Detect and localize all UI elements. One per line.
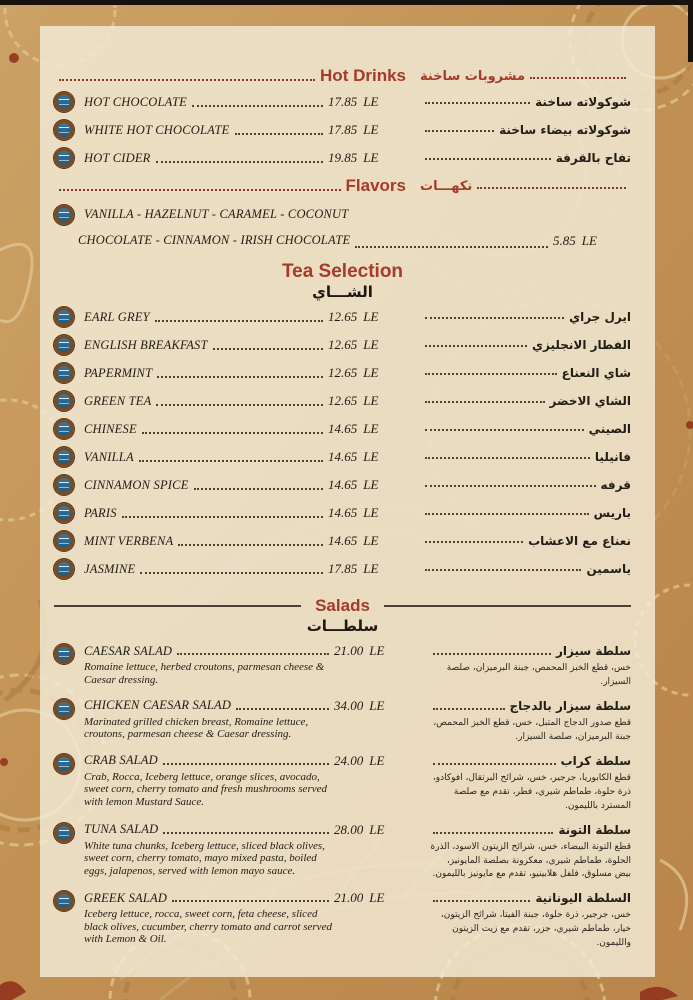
brand-badge-icon: [54, 391, 74, 411]
salad-item-list: [54, 642, 631, 951]
dotted-leader: [163, 763, 329, 765]
dotted-leader: [122, 516, 323, 518]
dotted-leader: [425, 569, 581, 571]
item-description-ar: قطع صدور الدجاج المتبل، خس، قطع الخبز المحمص، جبنة البرميزان، صلصة السيزار.: [433, 717, 631, 742]
dotted-leader: [425, 317, 564, 319]
item-name-ar: سلطة كراب: [560, 753, 631, 768]
dotted-leader: [425, 429, 584, 431]
brand-badge-icon: [54, 823, 74, 843]
item-price: [328, 505, 406, 521]
dotted-leader: [236, 708, 329, 710]
hot-drinks-item-list: [54, 88, 631, 172]
item-left-group: [54, 391, 406, 411]
item-left-group: [54, 447, 406, 467]
item-right-group: [420, 534, 631, 548]
dotted-leader: [194, 488, 323, 490]
item-price: [328, 477, 406, 493]
price-currency: LE: [363, 533, 379, 548]
flavors-list-text: VANILLA - HAZELNUT - CARAMEL - COCONUT: [84, 207, 349, 221]
item-description-en: White tuna chunks, Iceberg lettuce, sliced black olives, sweet corn, cherry tomato, mayo mixed pasta, boiled eggs, jalapenos, served with lemon mayo sauce.: [84, 839, 325, 877]
salad-right-group: [428, 889, 631, 951]
item-right-group: [420, 95, 631, 109]
dotted-leader: [235, 133, 324, 135]
item-left-group: [54, 335, 406, 355]
dotted-leader: [425, 485, 596, 487]
item-left-group: [54, 148, 406, 168]
menu-item-row: [54, 471, 631, 499]
section-title-en: Tea Selection: [281, 261, 404, 282]
dotted-leader: [163, 832, 329, 834]
item-price: [553, 233, 631, 249]
item-description-en: Crab, Rocca, Iceberg lettuce, orange slices, avocado, sweet corn, cherry tomato and fresh mushrooms served with lemon Mustard Sauce.: [84, 770, 327, 808]
dotted-leader: [433, 763, 556, 765]
item-price: [334, 822, 412, 838]
price-value: 14.65: [328, 449, 358, 464]
price-value: 14.65: [328, 421, 358, 436]
item-name-en: JASMINE: [84, 561, 136, 576]
price-value: 14.65: [328, 533, 358, 548]
item-price: [328, 365, 406, 381]
price-value: 12.65: [328, 365, 358, 380]
item-name-ar: نعناع مع الاعشاب: [528, 534, 631, 548]
item-price: [328, 94, 406, 110]
item-name-ar: سلطة سيزار بالدجاج: [509, 698, 631, 713]
item-price: [328, 337, 406, 353]
section-header-tea: [54, 261, 631, 301]
salad-left-group: [54, 821, 412, 878]
salad-title-row: [84, 889, 412, 907]
dotted-leader: [156, 161, 323, 163]
price-value: 12.65: [328, 309, 358, 324]
item-name-ar: الشاي الاخضر: [549, 394, 631, 408]
item-name-en: HOT CHOCOLATE: [84, 94, 187, 109]
brand-badge-icon: [54, 335, 74, 355]
price-currency: LE: [369, 697, 385, 713]
dotted-leader: [156, 404, 323, 406]
salad-left-main: [84, 821, 412, 878]
item-left-group: [54, 503, 406, 523]
item-name-en: HOT CIDER: [84, 150, 151, 165]
dotted-leader: [425, 401, 545, 403]
price-value: 24.00: [334, 752, 364, 768]
item-right-group: [420, 366, 631, 380]
item-left-group: [54, 419, 406, 439]
section-header-flavors: [54, 174, 631, 198]
dotted-leader: [355, 246, 548, 248]
brand-badge-icon: [54, 475, 74, 495]
menu-item-row: [54, 88, 631, 116]
item-name-ar: الصيني: [588, 422, 631, 436]
item-name-en: GREEN TEA: [84, 393, 152, 408]
salad-left-main: [84, 752, 412, 809]
salad-left-main: [84, 642, 412, 686]
dotted-leader: [213, 348, 323, 350]
header-right: [420, 69, 631, 84]
menu-item-row: [54, 555, 631, 583]
salad-left-main: [84, 697, 412, 741]
item-name-ar: باريس: [593, 506, 631, 520]
price-value: 14.65: [328, 477, 358, 492]
menu-item-row: [54, 415, 631, 443]
flavors-line-2: [54, 228, 631, 253]
dotted-leader: [425, 158, 551, 160]
item-name-en: WHITE HOT CHOCOLATE: [84, 122, 230, 137]
item-left-group: [54, 92, 406, 112]
price-currency: LE: [369, 821, 385, 837]
item-name-ar: السلطة اليونانية: [535, 891, 631, 906]
dotted-leader: [425, 345, 527, 347]
section-header-salads: [54, 595, 631, 617]
price-currency: LE: [581, 232, 597, 248]
salad-item-row: [54, 821, 631, 883]
section-title-en: Flavors: [345, 176, 406, 195]
salad-right-group: [428, 821, 631, 883]
brand-badge-icon: [54, 419, 74, 439]
divider-line: [54, 605, 301, 607]
item-name-en: VANILLA: [84, 449, 134, 464]
price-currency: LE: [363, 561, 379, 576]
item-right-group: [420, 422, 631, 436]
price-currency: LE: [363, 505, 379, 520]
item-name-en: TUNA SALAD: [84, 822, 159, 837]
item-right-group: [420, 506, 631, 520]
dotted-leader: [155, 320, 323, 322]
brand-badge-icon: [54, 205, 74, 225]
brand-badge-icon: [54, 531, 74, 551]
item-name-en: EARL GREY: [84, 309, 150, 324]
flavors-line-1: [54, 201, 631, 228]
dotted-leader: [425, 130, 494, 132]
item-description-en: Marinated grilled chicken breast, Romaine lettuce, croutons, parmesan cheese & Caesar dressing.: [84, 715, 309, 741]
header-left: [54, 66, 406, 86]
brand-badge-icon: [54, 307, 74, 327]
tea-item-list: [54, 303, 631, 583]
item-price: [334, 890, 412, 906]
menu-item-row: [54, 359, 631, 387]
section-title-ar: الشـــاي: [312, 283, 373, 301]
dotted-leader: [142, 432, 323, 434]
price-value: 17.85: [328, 122, 358, 137]
item-price: [328, 561, 406, 577]
item-name-ar: شوكولاته ساخنة: [535, 95, 631, 109]
item-name-en: MINT VERBENA: [84, 533, 174, 548]
item-name-en: PAPERMINT: [84, 365, 153, 380]
item-left-group: [54, 559, 406, 579]
dotted-leader: [140, 572, 323, 574]
dotted-leader: [433, 653, 551, 655]
salad-left-group: [54, 889, 412, 946]
salad-right-group: [428, 697, 631, 745]
section-title-en: Hot Drinks: [320, 66, 406, 85]
salad-ar-title-row: [428, 821, 631, 839]
item-name-ar: ايرل جراي: [569, 310, 631, 324]
item-left-group: [54, 531, 406, 551]
brand-badge-icon: [54, 503, 74, 523]
price-currency: LE: [369, 643, 385, 658]
salad-item-row: [54, 889, 631, 951]
scan-edge-right: [688, 0, 693, 62]
salad-right-group: [428, 642, 631, 690]
item-name-ar: الفطار الانجليزي: [532, 338, 631, 352]
salad-ar-title-row: [428, 697, 631, 715]
divider-line: [384, 605, 631, 607]
item-left-group: [54, 363, 406, 383]
dotted-leader: [425, 102, 530, 104]
item-price: [328, 122, 406, 138]
salad-title-row: [84, 821, 412, 839]
item-price: [328, 309, 406, 325]
item-price: [328, 421, 406, 437]
item-description-ar: خس، جرجير، ذرة حلوة، جبنة الفيتا، شرائح الزيتون، خيار، طماطم شيري، جزر، تقدم مع زيت الزيتون والليمون.: [440, 910, 631, 949]
price-value: 14.65: [328, 505, 358, 520]
salad-item-row: [54, 642, 631, 690]
item-description-ar: قطع الكابوريا، جرجير، خس، شرائح البرتقال، افوكادو، ذرة حلوة، طماطم شيري، فطر، تقدم مع صلصة المسترد بالليمون.: [432, 772, 631, 811]
dotted-leader: [59, 79, 315, 81]
dotted-leader: [177, 653, 329, 655]
price-value: 34.00: [334, 697, 364, 713]
salad-right-group: [428, 752, 631, 814]
menu-item-row: [54, 527, 631, 555]
dotted-leader: [425, 457, 590, 459]
menu-item-row: [54, 116, 631, 144]
dotted-leader: [425, 513, 589, 515]
price-currency: LE: [363, 337, 379, 352]
price-value: 12.65: [328, 337, 358, 352]
item-name-ar: شاي النعناع: [561, 366, 631, 380]
salad-title-row: [84, 697, 412, 715]
salad-ar-title-row: [428, 642, 631, 660]
price-value: 21.00: [334, 643, 364, 658]
salad-item-row: [54, 752, 631, 814]
menu-content: [40, 26, 655, 977]
item-left-group: [54, 120, 406, 140]
salad-ar-title-row: [428, 889, 631, 907]
price-value: 21.00: [334, 890, 364, 906]
header-left: [54, 176, 406, 196]
menu-item-row: [54, 144, 631, 172]
item-name-en: ENGLISH BREAKFAST: [84, 337, 208, 352]
section-title-en: Salads: [315, 596, 370, 615]
salad-left-group: [54, 697, 412, 741]
price-currency: LE: [363, 393, 379, 408]
brand-badge-icon: [54, 148, 74, 168]
dotted-leader: [425, 373, 557, 375]
section-header-hot-drinks: [54, 64, 631, 88]
item-price: [334, 698, 412, 714]
item-name-ar: سلطة التونة: [558, 822, 631, 837]
item-right-group: [420, 394, 631, 408]
item-description-en: Romaine lettuce, herbed croutons, parmesan cheese & Caesar dressing.: [84, 661, 325, 686]
item-price: [328, 150, 406, 166]
dotted-leader: [433, 708, 505, 710]
dotted-leader: [425, 541, 523, 543]
price-currency: LE: [363, 449, 379, 464]
item-description-ar: خس، قطع الخبز المحمص، جبنة البرميزان، صلصة السيزار.: [446, 663, 631, 687]
item-name-en: CINNAMON SPICE: [84, 477, 189, 492]
item-price: [328, 393, 406, 409]
item-right-group: [420, 338, 631, 352]
scan-edge-top: [0, 0, 693, 5]
dotted-leader: [433, 900, 530, 902]
price-currency: LE: [363, 421, 379, 436]
salad-left-main: [84, 889, 412, 946]
menu-item-row: [54, 499, 631, 527]
dotted-leader: [433, 832, 553, 834]
menu-item-row: [54, 443, 631, 471]
section-title-ar: مشروبات ساخنة: [420, 68, 526, 84]
item-name-en: CRAB SALAD: [84, 753, 158, 768]
item-name-en: GREEK SALAD: [84, 890, 168, 905]
item-name-ar: ياسمين: [586, 562, 631, 576]
brand-badge-icon: [54, 447, 74, 467]
brand-badge-icon: [54, 120, 74, 140]
item-description-ar: قطع التونة البيضاء، خس، شرائح الزيتون الاسود، الذرة الحلوة، طماطم شيري، معكرونة بصلصة المايونيز، بيض مسلوق، فلفل هلابينيو، تقدم مع مايونيز بالليمون.: [430, 841, 631, 880]
price-value: 17.85: [328, 94, 358, 109]
salad-title-row: [84, 642, 412, 660]
price-currency: LE: [363, 365, 379, 380]
salad-left-group: [54, 642, 412, 686]
salad-title-row: [84, 752, 412, 770]
price-currency: LE: [363, 94, 379, 109]
brand-badge-icon: [54, 891, 74, 911]
dotted-leader: [192, 105, 323, 107]
dotted-leader: [139, 460, 323, 462]
price-currency: LE: [363, 122, 379, 137]
brand-badge-icon: [54, 559, 74, 579]
brand-badge-icon: [54, 754, 74, 774]
salad-item-row: [54, 697, 631, 745]
item-price: [328, 533, 406, 549]
item-name-ar: شوكولاته بيضاء ساخنة: [499, 123, 631, 137]
item-name-ar: فانيليا: [594, 450, 631, 464]
item-name-en: CAESAR SALAD: [84, 643, 173, 658]
price-value: 5.85: [553, 232, 576, 248]
dotted-leader: [477, 187, 626, 189]
dotted-leader: [530, 77, 626, 79]
item-right-group: [420, 450, 631, 464]
price-currency: LE: [369, 752, 385, 768]
item-name-en: PARIS: [84, 505, 117, 520]
dotted-leader: [59, 189, 341, 191]
item-price: [334, 753, 412, 769]
item-name-ar: سلطة سيزار: [555, 644, 631, 658]
item-right-group: [420, 562, 631, 576]
menu-item-row: [54, 387, 631, 415]
item-right-group: [420, 478, 631, 492]
section-title-ar: نكهـــات: [420, 178, 473, 194]
brand-badge-icon: [54, 363, 74, 383]
price-value: 19.85: [328, 150, 358, 165]
item-price: [328, 449, 406, 465]
item-right-group: [420, 310, 631, 324]
item-left-group: [54, 475, 406, 495]
brand-badge-icon: [54, 644, 74, 664]
item-left-group: [54, 307, 406, 327]
price-value: 17.85: [328, 561, 358, 576]
menu-item-row: [54, 331, 631, 359]
salad-left-group: [54, 752, 412, 809]
item-right-group: [420, 123, 631, 137]
dotted-leader: [157, 376, 323, 378]
price-currency: LE: [363, 477, 379, 492]
item-price: [334, 643, 412, 659]
item-right-group: [420, 151, 631, 165]
price-currency: LE: [363, 309, 379, 324]
header-right: [420, 179, 631, 194]
item-name-ar: قرفه: [600, 478, 631, 492]
dotted-leader: [178, 544, 323, 546]
item-name-ar: تفاح بالقرفة: [555, 151, 631, 165]
item-description-en: Iceberg lettuce, rocca, sweet corn, feta cheese, sliced black olives, cucumber, cherry tomato and carrot served with Lemon & Oil.: [84, 908, 332, 946]
dotted-leader: [172, 900, 329, 902]
price-currency: LE: [369, 890, 385, 906]
price-value: 12.65: [328, 393, 358, 408]
price-value: 28.00: [334, 821, 364, 837]
item-name-en: CHICKEN CAESAR SALAD: [84, 698, 232, 713]
flavors-list-text: CHOCOLATE - CINNAMON - IRISH CHOCOLATE: [78, 233, 351, 247]
menu-item-row: [54, 303, 631, 331]
price-currency: LE: [363, 150, 379, 165]
section-title-ar: سلطـــات: [306, 617, 379, 635]
item-name-en: CHINESE: [84, 421, 137, 436]
brand-badge-icon: [54, 699, 74, 719]
salad-ar-title-row: [428, 752, 631, 770]
brand-badge-icon: [54, 92, 74, 112]
